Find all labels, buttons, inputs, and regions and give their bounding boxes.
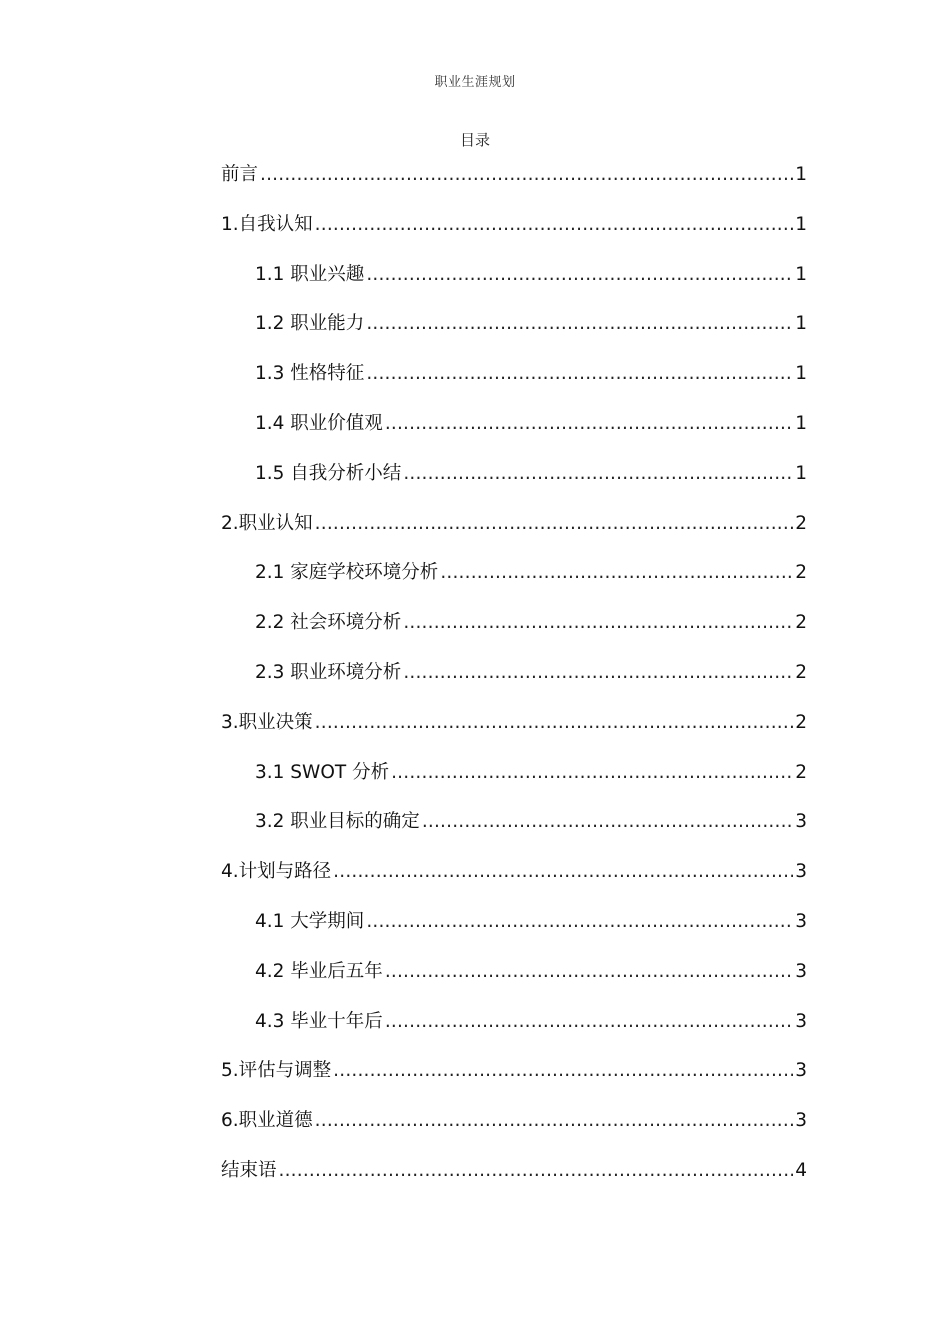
toc-entry-label: 1.4 职业价值观 [255,412,383,434]
toc-entry-2-3[interactable] [221,658,807,708]
toc-dot-leader [391,758,793,788]
toc-entry-label: 3.1 SWOT 分析 [255,761,390,783]
toc-entry-label: 1.自我认知 [221,213,313,235]
toc-dot-leader [366,260,793,290]
toc-entry-3[interactable] [221,708,807,758]
toc-page-number: 3 [795,1060,807,1082]
toc-dot-leader [366,309,793,339]
toc-entry-4[interactable] [221,857,807,907]
toc-entry-label: 5.评估与调整 [221,1060,332,1082]
toc-dot-leader [385,957,793,987]
toc-entry-label: 6.职业道德 [221,1110,313,1132]
toc-dot-leader [333,857,793,887]
toc-page-number: 1 [795,263,807,285]
running-header: 职业生涯规划 [434,75,516,90]
toc-page-number: 2 [795,612,807,634]
toc-entry-1-4[interactable] [221,409,807,459]
toc-dot-leader [403,459,793,489]
toc-page-number: 1 [795,462,807,484]
toc-page-number: 1 [795,313,807,335]
toc-entry-1-1[interactable] [221,260,807,310]
toc-page-number: 2 [795,761,807,783]
toc-page-number: 3 [795,910,807,932]
table-of-contents [221,160,807,1206]
toc-entry-2-2[interactable] [221,608,807,658]
toc-entry-label: 前言 [221,164,259,185]
toc-dot-leader [333,1056,793,1086]
toc-page-number: 1 [795,363,807,385]
toc-entry-label: 3.2 职业目标的确定 [255,811,420,833]
toc-entry-3-2[interactable] [221,807,807,857]
toc-entry-label: 2.2 社会环境分析 [255,612,402,634]
toc-page-number: 1 [795,213,807,235]
toc-page-number: 1 [795,412,807,434]
toc-entry-label: 1.3 性格特征 [255,363,365,385]
toc-entry-label: 2.1 家庭学校环境分析 [255,562,439,584]
toc-dot-leader [440,558,793,588]
toc-dot-leader [385,1007,793,1037]
toc-entry-label: 2.职业认知 [221,512,313,534]
toc-dot-leader [366,907,793,937]
toc-page-number: 3 [795,1110,807,1132]
toc-entry-2[interactable] [221,509,807,559]
toc-dot-leader [366,359,793,389]
toc-entry-label: 4.计划与路径 [221,861,332,883]
toc-page-number: 2 [795,711,807,733]
toc-entry-label: 4.3 毕业十年后 [255,1010,383,1032]
toc-entry-label: 2.3 职业环境分析 [255,661,402,683]
toc-entry-4-1[interactable] [221,907,807,957]
toc-dot-leader [422,807,793,837]
toc-page-number: 2 [795,562,807,584]
toc-dot-leader [403,608,793,638]
toc-entry-preface[interactable] [221,160,807,210]
toc-page-number: 2 [795,512,807,534]
toc-page-number: 3 [795,811,807,833]
toc-page-number: 2 [795,661,807,683]
toc-page-number: 4 [795,1159,807,1181]
toc-entry-5[interactable] [221,1056,807,1106]
toc-entry-label: 3.职业决策 [221,711,313,733]
toc-entry-3-1[interactable] [221,758,807,808]
toc-page-number: 3 [795,1010,807,1032]
toc-dot-leader [403,658,793,688]
toc-page-number: 3 [795,960,807,982]
toc-dot-leader [260,160,793,190]
toc-entry-conclusion[interactable] [221,1156,807,1206]
toc-entry-4-3[interactable] [221,1007,807,1057]
toc-entry-label: 4.1 大学期间 [255,910,365,932]
toc-dot-leader [385,409,793,439]
toc-dot-leader [315,1106,794,1136]
toc-dot-leader [315,708,794,738]
toc-entry-label: 1.5 自我分析小结 [255,462,402,484]
toc-entry-1-5[interactable] [221,459,807,509]
toc-entry-label: 结束语 [221,1159,277,1181]
toc-dot-leader [315,210,794,240]
toc-dot-leader [315,509,794,539]
toc-entry-2-1[interactable] [221,558,807,608]
toc-page-number: 3 [795,861,807,883]
toc-entry-1-3[interactable] [221,359,807,409]
toc-entry-1[interactable] [221,210,807,260]
toc-entry-label: 1.2 职业能力 [255,313,365,335]
toc-entry-1-2[interactable] [221,309,807,359]
toc-entry-label: 1.1 职业兴趣 [255,263,365,285]
toc-entry-6[interactable] [221,1106,807,1156]
toc-page-number: 1 [795,164,807,185]
toc-title: 目录 [459,131,490,149]
toc-dot-leader [279,1156,794,1186]
toc-entry-label: 4.2 毕业后五年 [255,960,383,982]
toc-entry-4-2[interactable] [221,957,807,1007]
